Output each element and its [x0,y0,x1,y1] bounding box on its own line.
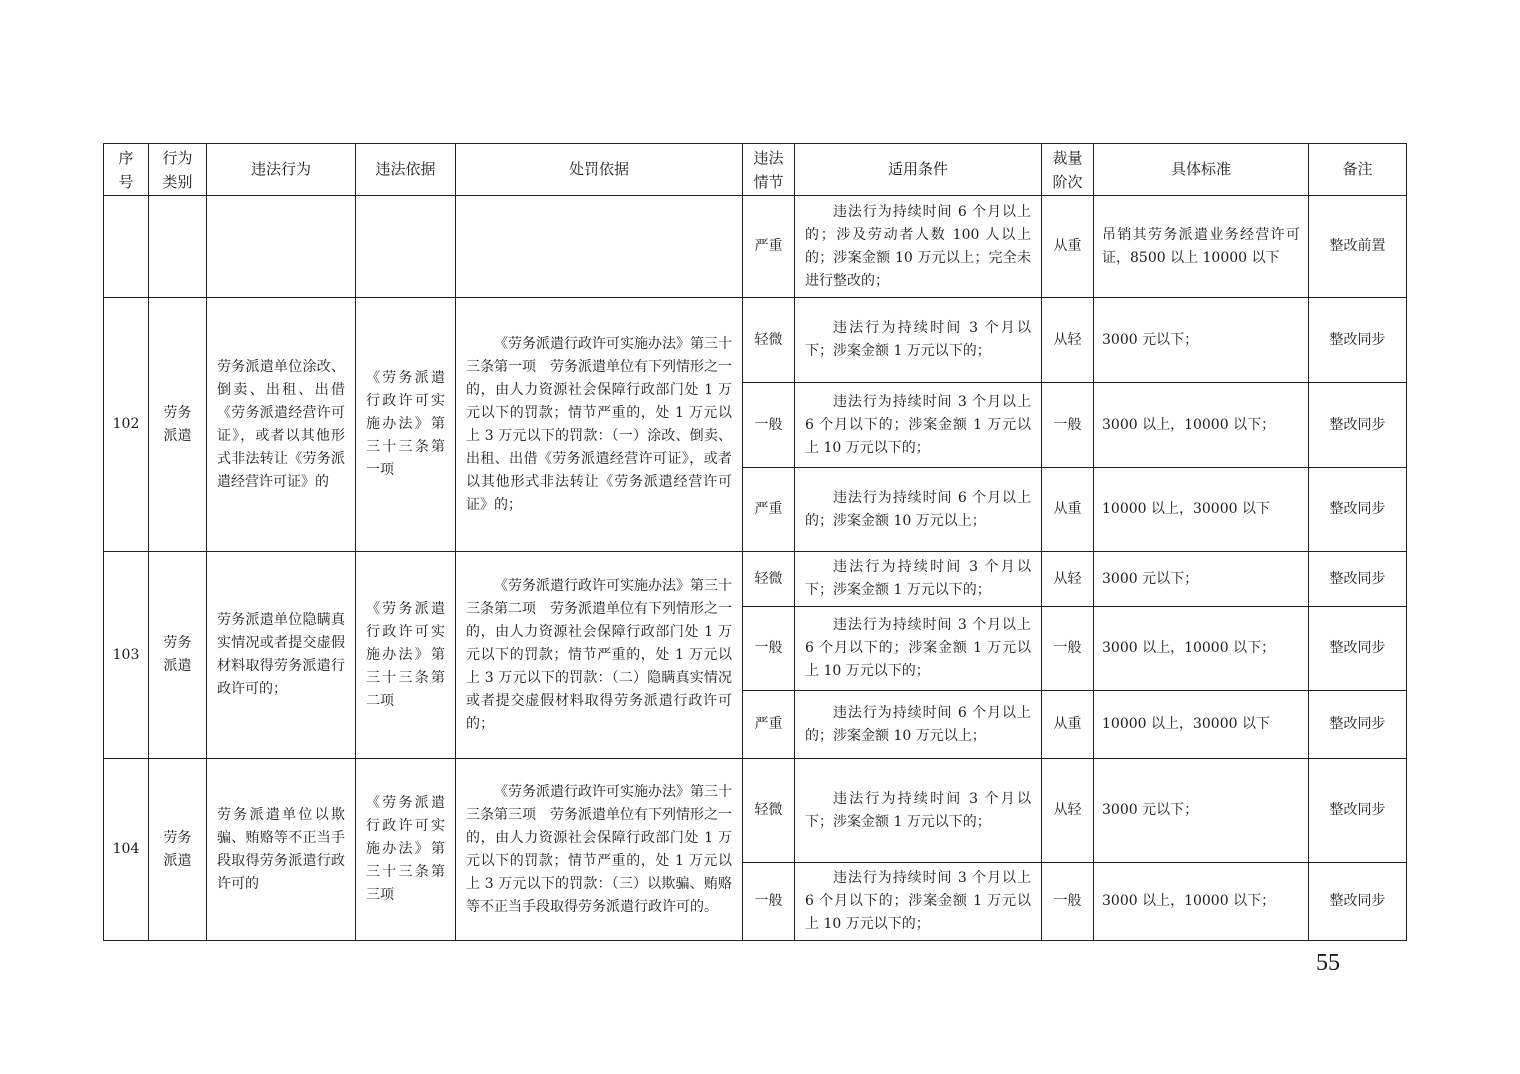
condition-cell: 违法行为持续时间 6 个月以上的；涉及劳动者人数 100 人以上的；涉案金额 10 万元以上；完全未进行整改的； [795,196,1042,298]
circumstance-cell: 轻微 [743,298,795,383]
basis-cell: 《劳务派遣行政许可实施办法》第三十三条第三项 [356,759,456,941]
circumstance-cell: 严重 [743,468,795,552]
seq-cell: 102 [104,298,149,552]
penalty-cell: 《劳务派遣行政许可实施办法》第三十三条第一项 劳务派遣单位有下列情形之一的，由人力资源社会保障行政部门处 1 万元以下的罚款；情节严重的，处 1 万元以上 3 万元以下的罚款：（一）涂改、倒卖、出租、出借《劳务派遣经营许可证》，或者以其他形式非法转让《劳务派遣经营许可证》的； [456,298,743,552]
condition-cell: 违法行为持续时间 3 个月以上 6 个月以下的；涉案金额 1 万元以上 10 万元以下的； [795,863,1042,941]
page-number: 55 [1316,950,1340,976]
standard-cell: 3000 以上，10000 以下； [1094,383,1309,468]
level-cell: 从重 [1042,691,1094,759]
condition-cell: 违法行为持续时间 6 个月以上的；涉案金额 10 万元以上； [795,691,1042,759]
cell-empty [356,196,456,298]
circumstance-cell: 轻微 [743,552,795,607]
cell-empty [104,196,149,298]
act-cell: 劳务派遣单位隐瞒真实情况或者提交虚假材料取得劳务派遣行政许可的； [207,552,356,759]
cell-empty [149,196,207,298]
header-remark: 备注 [1309,144,1407,196]
penalty-standards-table [103,143,1407,941]
standard-cell: 3000 元以下； [1094,552,1309,607]
condition-cell: 违法行为持续时间 3 个月以下；涉案金额 1 万元以下的； [795,759,1042,863]
standard-cell: 10000 以上，30000 以下 [1094,691,1309,759]
circumstance-cell: 轻微 [743,759,795,863]
seq-cell: 103 [104,552,149,759]
condition-cell: 违法行为持续时间 6 个月以上的；涉案金额 10 万元以上； [795,468,1042,552]
standard-cell: 3000 以上，10000 以下； [1094,607,1309,691]
header-condition: 适用条件 [795,144,1042,196]
table-row [104,298,1407,383]
circumstance-cell: 一般 [743,863,795,941]
level-cell: 一般 [1042,863,1094,941]
remark-cell: 整改同步 [1309,298,1407,383]
remark-cell: 整改同步 [1309,691,1407,759]
remark-cell: 整改同步 [1309,759,1407,863]
standard-cell: 3000 元以下； [1094,298,1309,383]
basis-cell: 《劳务派遣行政许可实施办法》第三十三条第二项 [356,552,456,759]
level-cell: 从轻 [1042,552,1094,607]
act-cell: 劳务派遣单位以欺骗、贿赂等不正当手段取得劳务派遣行政许可的 [207,759,356,941]
level-cell: 从重 [1042,468,1094,552]
table-row-continued [104,196,1407,298]
header-penalty: 处罚依据 [456,144,743,196]
remark-cell: 整改同步 [1309,383,1407,468]
header-row [104,144,1407,196]
standard-cell: 吊销其劳务派遣业务经营许可证，8500 以上 10000 以下 [1094,196,1309,298]
level-cell: 一般 [1042,607,1094,691]
act-cell: 劳务派遣单位涂改、倒卖、出租、出借《劳务派遣经营许可证》，或者以其他形式非法转让《劳务派遣经营许可证》的 [207,298,356,552]
category-cell: 劳务 派遣 [149,759,207,941]
header-act: 违法行为 [207,144,356,196]
level-cell: 从重 [1042,196,1094,298]
condition-cell: 违法行为持续时间 3 个月以上 6 个月以下的；涉案金额 1 万元以上 10 万元以下的； [795,607,1042,691]
penalty-cell: 《劳务派遣行政许可实施办法》第三十三条第二项 劳务派遣单位有下列情形之一的，由人力资源社会保障行政部门处 1 万元以下的罚款；情节严重的，处 1 万元以上 3 万元以下的罚款：（二）隐瞒真实情况或者提交虚假材料取得劳务派遣行政许可的； [456,552,743,759]
header-circumstance: 违法 情节 [743,144,795,196]
circumstance-cell: 严重 [743,196,795,298]
header-seq: 序 号 [104,144,149,196]
header-standard: 具体标准 [1094,144,1309,196]
condition-cell: 违法行为持续时间 3 个月以下；涉案金额 1 万元以下的； [795,552,1042,607]
remark-cell: 整改同步 [1309,607,1407,691]
table-row [104,759,1407,863]
basis-cell: 《劳务派遣行政许可实施办法》第三十三条第一项 [356,298,456,552]
remark-cell: 整改同步 [1309,552,1407,607]
circumstance-cell: 一般 [743,607,795,691]
cell-empty [456,196,743,298]
level-cell: 从轻 [1042,759,1094,863]
circumstance-cell: 一般 [743,383,795,468]
header-basis: 违法依据 [356,144,456,196]
category-cell: 劳务 派遣 [149,298,207,552]
table-row [104,552,1407,607]
seq-cell: 104 [104,759,149,941]
standard-cell: 3000 元以下； [1094,759,1309,863]
remark-cell: 整改同步 [1309,468,1407,552]
condition-cell: 违法行为持续时间 3 个月以上 6 个月以下的；涉案金额 1 万元以上 10 万元以下的； [795,383,1042,468]
cell-empty [207,196,356,298]
header-category: 行为 类别 [149,144,207,196]
condition-cell: 违法行为持续时间 3 个月以下；涉案金额 1 万元以下的； [795,298,1042,383]
standard-cell: 3000 以上，10000 以下； [1094,863,1309,941]
category-cell: 劳务 派遣 [149,552,207,759]
remark-cell: 整改前置 [1309,196,1407,298]
level-cell: 一般 [1042,383,1094,468]
remark-cell: 整改同步 [1309,863,1407,941]
standard-cell: 10000 以上，30000 以下 [1094,468,1309,552]
level-cell: 从轻 [1042,298,1094,383]
penalty-cell: 《劳务派遣行政许可实施办法》第三十三条第三项 劳务派遣单位有下列情形之一的，由人力资源社会保障行政部门处 1 万元以下的罚款；情节严重的，处 1 万元以上 3 万元以下的罚款：（三）以欺骗、贿赂等不正当手段取得劳务派遣行政许可的。 [456,759,743,941]
circumstance-cell: 严重 [743,691,795,759]
header-level: 裁量 阶次 [1042,144,1094,196]
